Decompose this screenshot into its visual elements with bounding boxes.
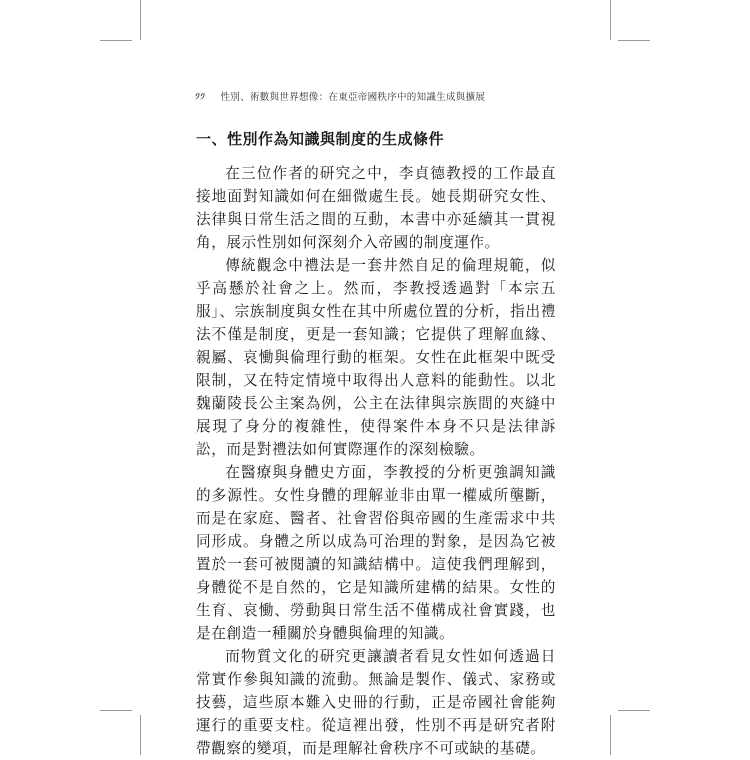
section-title: 一、性別作為知識與制度的生成條件 xyxy=(196,130,445,148)
running-head xyxy=(195,86,485,114)
paragraph: 在醫療與身體史方面，李教授的分析更強調知識的多源性。女性身體的理解並非由單一權威所壟斷，而是在家庭、醫者、社會習俗與帝國的生產需求中共同形成。身體之所以成為可治理的對象，是因為它被置於一套可被閱讀的知識結構中。這使我們理解到，身體從不是自然的，它是知識所建構的結果。女性的生育、哀慟、勞動與日常生活不僅構成社會實踐，也是在創造一種關於身體與倫理的知識。 xyxy=(196,464,556,642)
page-number: ༡༡ xyxy=(195,92,206,103)
crop-mark xyxy=(100,40,132,41)
paragraph: 在三位作者的研究之中，李貞德教授的工作最直接地面對知識如何在細微處生長。她長期研究女性、法律與日常生活之間的互動，本書中亦延續其一貫視角，展示性別如何深刻介入帝國的制度運作。 xyxy=(196,165,556,251)
crop-mark xyxy=(618,40,650,41)
paragraph: 傳統觀念中禮法是一套井然自足的倫理規範，似乎高懸於社會之上。然而，李教授透過對「本宗五服」、宗族制度與女性在其中所處位置的分析，指出禮法不僅是制度，更是一套知識；它提供了理解血緣、親屬、哀慟與倫理行動的框架。女性在此框架中既受限制，又在特定情境中取得出人意料的能動性。以北魏蘭陵長公主案為例，公主在法律與宗族間的夾縫中展現了身分的複雜性，使得案件本身不只是法律訴訟，而是對禮法如何實際運作的深刻檢驗。 xyxy=(196,257,556,458)
paragraph: 而物質文化的研究更讓讀者看見女性如何透過日常實作參與知識的流動。無論是製作、儀式、家務或技藝，這些原本難入史冊的行動，正是帝國社會能夠運行的重要支柱。從這裡出發，性別不再是研究者附帶觀察的變項，而是理解社會秩序不可或缺的基礎。 xyxy=(196,648,556,757)
crop-mark xyxy=(610,715,611,755)
crop-mark xyxy=(618,710,650,711)
crop-mark xyxy=(610,0,611,40)
crop-mark xyxy=(140,0,141,40)
body-text xyxy=(196,162,556,760)
crop-mark xyxy=(100,710,132,711)
crop-mark xyxy=(140,715,141,755)
running-head-title: 性別、術數與世界想像：在東亞帝國秩序中的知識生成與擴展 xyxy=(220,92,486,103)
